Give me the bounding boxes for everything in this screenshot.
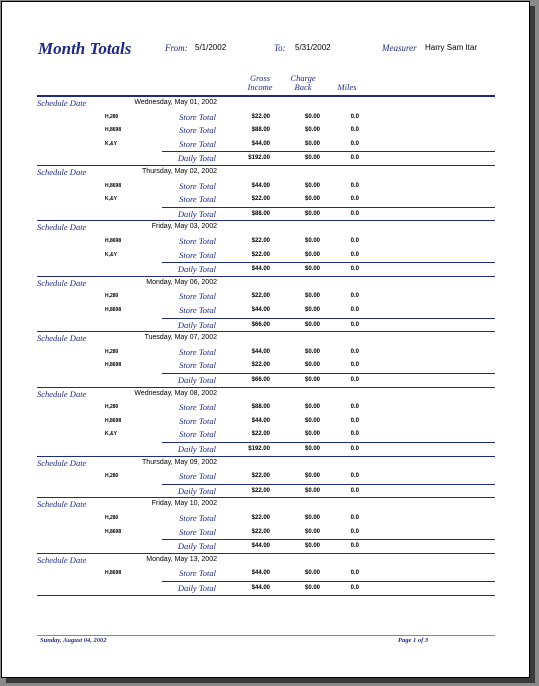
store-code: H,8698 [105, 127, 122, 134]
daily-gross-income: $44.00 [251, 266, 270, 273]
store-miles: 0.0 [350, 251, 359, 258]
daily-gross-income: $192.00 [248, 446, 270, 452]
column-header-miles: Miles [337, 82, 357, 92]
store-charge-back: $0.00 [304, 431, 320, 438]
store-miles: 0.0 [350, 127, 359, 134]
store-code: H,8698 [105, 182, 122, 189]
daily-charge-back: $0.00 [304, 446, 320, 452]
schedule-date-value: Monday, May 13, 2002 [146, 555, 217, 563]
store-total-label: Store Total [179, 305, 216, 315]
daily-miles: 0.0 [350, 155, 359, 162]
store-gross-income: $22.00 [251, 362, 270, 369]
store-code: H,280 [105, 113, 119, 120]
store-total-label: Store Total [179, 180, 216, 191]
daily-gross-income: $44.00 [251, 585, 270, 591]
store-total-label: Store Total [179, 194, 216, 205]
store-miles: 0.0 [350, 293, 359, 300]
daily-total-rule [162, 262, 495, 263]
report-page [1, 1, 530, 678]
day-separator-rule [37, 331, 495, 332]
column-header-gross-line1: Gross [250, 73, 270, 83]
daily-total-label: Daily Total [177, 319, 216, 330]
store-total-label: Store Total [179, 125, 216, 136]
store-total-label: Store Total [179, 111, 216, 122]
daily-charge-back: $0.00 [304, 321, 320, 328]
daily-total-rule [162, 373, 495, 374]
store-charge-back: $0.00 [304, 182, 320, 189]
store-total-label: Store Total [179, 415, 216, 426]
store-total-label: Store Total [179, 346, 216, 357]
store-charge-back: $0.00 [304, 570, 320, 577]
daily-charge-back: $0.00 [304, 155, 320, 162]
daily-charge-back: $0.00 [304, 543, 320, 550]
daily-charge-back: $0.00 [304, 585, 320, 591]
daily-total-label: Daily Total [177, 208, 216, 219]
store-code: K,&Y [105, 196, 117, 203]
column-header-charge-back [285, 74, 321, 92]
store-miles: 0.0 [350, 307, 359, 313]
store-code: H,280 [105, 293, 119, 300]
store-code: H,8698 [105, 238, 122, 244]
daily-charge-back: $0.00 [304, 266, 320, 273]
footer-rule [37, 635, 495, 636]
store-charge-back: $0.00 [304, 196, 320, 203]
daily-miles: 0.0 [350, 210, 359, 217]
store-code: K,&Y [105, 431, 117, 438]
store-code: H,280 [105, 348, 119, 355]
schedule-date-label: Schedule Date [37, 167, 87, 177]
store-miles: 0.0 [350, 113, 359, 120]
store-total-label: Store Total [179, 360, 216, 371]
column-header-gross-income [242, 74, 278, 92]
store-code: H,8698 [105, 417, 122, 424]
store-charge-back: $0.00 [304, 417, 320, 424]
schedule-date-label: Schedule Date [37, 554, 87, 565]
store-gross-income: $44.00 [251, 570, 270, 577]
store-total-label: Store Total [179, 471, 216, 482]
day-separator-rule [37, 553, 495, 554]
from-label: From: [165, 43, 188, 53]
daily-total-label: Daily Total [177, 375, 216, 385]
measurer-label: Measurer [382, 43, 417, 53]
store-total-label: Store Total [179, 402, 216, 413]
header-rule [37, 95, 495, 97]
store-total-label: Store Total [179, 249, 216, 260]
footer-date: Sunday, August 04, 2002 [40, 637, 107, 644]
daily-total-rule [162, 581, 495, 582]
store-gross-income: $44.00 [251, 307, 270, 313]
store-miles: 0.0 [350, 515, 359, 521]
daily-charge-back: $0.00 [304, 210, 320, 217]
schedule-date-label: Schedule Date [37, 388, 87, 399]
store-miles: 0.0 [350, 238, 359, 244]
daily-total-label: Daily Total [177, 485, 216, 496]
schedule-date-label: Schedule Date [37, 222, 87, 233]
store-charge-back: $0.00 [304, 238, 320, 244]
store-code: K,&Y [105, 140, 117, 147]
schedule-date-label: Schedule Date [37, 499, 87, 510]
store-gross-income: $22.00 [251, 196, 270, 203]
store-gross-income: $44.00 [251, 140, 270, 147]
schedule-date-label: Schedule Date [37, 277, 87, 288]
store-total-label: Store Total [179, 236, 216, 246]
daily-total-rule [162, 484, 495, 485]
daily-charge-back: $0.00 [304, 377, 320, 383]
store-miles: 0.0 [350, 404, 359, 411]
daily-miles: 0.0 [350, 266, 359, 273]
from-value: 5/1/2002 [195, 43, 227, 52]
to-label: To: [274, 43, 286, 53]
schedule-date-value: Tuesday, May 07, 2002 [144, 334, 217, 342]
schedule-date-label: Schedule Date [37, 98, 87, 108]
store-gross-income: $88.00 [251, 127, 270, 134]
daily-miles: 0.0 [350, 543, 359, 550]
store-gross-income: $22.00 [251, 293, 270, 300]
daily-total-rule [162, 318, 495, 319]
store-miles: 0.0 [350, 196, 359, 203]
store-charge-back: $0.00 [304, 140, 320, 147]
store-total-label: Store Total [179, 526, 216, 537]
day-separator-rule [37, 595, 495, 596]
schedule-date-value: Thursday, May 09, 2002 [142, 458, 217, 466]
day-separator-rule [37, 456, 495, 457]
store-gross-income: $22.00 [251, 528, 270, 535]
store-miles: 0.0 [350, 431, 359, 438]
day-separator-rule [37, 220, 495, 221]
schedule-date-value: Friday, May 10, 2002 [151, 500, 217, 508]
store-total-label: Store Total [179, 138, 216, 149]
store-miles: 0.0 [350, 182, 359, 189]
store-gross-income: $22.00 [251, 238, 270, 244]
day-separator-rule [37, 276, 495, 277]
schedule-date-label: Schedule Date [37, 457, 87, 468]
daily-total-rule [162, 207, 495, 208]
store-code: H,8698 [105, 528, 122, 535]
store-total-label: Store Total [179, 429, 216, 440]
store-code: H,8698 [105, 362, 122, 369]
store-charge-back: $0.00 [304, 528, 320, 535]
store-charge-back: $0.00 [304, 127, 320, 134]
day-separator-rule [37, 387, 495, 388]
store-code: H,280 [105, 473, 119, 480]
store-gross-income: $22.00 [251, 431, 270, 438]
schedule-date-label: Schedule Date [37, 333, 87, 344]
store-code: H,280 [105, 404, 119, 411]
store-gross-income: $22.00 [251, 113, 270, 120]
store-miles: 0.0 [350, 417, 359, 424]
store-charge-back: $0.00 [304, 515, 320, 521]
store-code: H,280 [105, 515, 119, 521]
column-header-charge-line1: Charge [290, 73, 316, 83]
store-miles: 0.0 [350, 528, 359, 535]
schedule-date-value: Monday, May 06, 2002 [146, 278, 217, 286]
store-gross-income: $22.00 [251, 251, 270, 258]
daily-total-rule [162, 442, 495, 443]
store-total-label: Store Total [179, 568, 216, 579]
store-gross-income: $22.00 [251, 473, 270, 480]
daily-total-rule [162, 539, 495, 540]
daily-gross-income: $44.00 [251, 543, 270, 550]
store-charge-back: $0.00 [304, 404, 320, 411]
column-header-gross-line2: Income [247, 82, 273, 92]
store-miles: 0.0 [350, 362, 359, 369]
store-miles: 0.0 [350, 348, 359, 355]
daily-total-label: Daily Total [177, 264, 216, 275]
daily-miles: 0.0 [350, 446, 359, 452]
store-total-label: Store Total [179, 513, 216, 523]
measurer-value: Harry Sam Itar [425, 43, 478, 52]
day-separator-rule [37, 497, 495, 498]
daily-miles: 0.0 [350, 487, 359, 494]
schedule-date-value: Wednesday, May 08, 2002 [134, 389, 217, 397]
store-gross-income: $88.00 [251, 404, 270, 411]
store-charge-back: $0.00 [304, 113, 320, 120]
schedule-date-value: Friday, May 03, 2002 [151, 223, 217, 231]
report-title: Month Totals [38, 39, 132, 58]
store-charge-back: $0.00 [304, 473, 320, 480]
daily-total-label: Daily Total [177, 541, 216, 552]
store-total-label: Store Total [179, 291, 216, 302]
daily-gross-income: $192.00 [248, 155, 270, 162]
store-charge-back: $0.00 [304, 293, 320, 300]
store-gross-income: $22.00 [251, 515, 270, 521]
footer-page-number: Page 1 of 3 [398, 637, 429, 644]
daily-charge-back: $0.00 [304, 487, 320, 494]
store-miles: 0.0 [350, 473, 359, 480]
daily-total-label: Daily Total [177, 153, 216, 164]
daily-miles: 0.0 [350, 321, 359, 328]
to-value: 5/31/2002 [295, 43, 331, 52]
column-header-charge-line2: Back [294, 82, 312, 92]
store-gross-income: $44.00 [251, 182, 270, 189]
day-separator-rule [37, 165, 495, 166]
schedule-date-value: Thursday, May 02, 2002 [142, 168, 217, 175]
daily-miles: 0.0 [350, 377, 359, 383]
daily-gross-income: $66.00 [251, 377, 270, 383]
store-charge-back: $0.00 [304, 307, 320, 313]
daily-total-label: Daily Total [177, 444, 216, 454]
daily-total-rule [162, 151, 495, 152]
store-miles: 0.0 [350, 570, 359, 577]
daily-gross-income: $66.00 [251, 321, 270, 328]
store-miles: 0.0 [350, 140, 359, 147]
daily-total-label: Daily Total [177, 583, 216, 593]
schedule-date-value: Wednesday, May 01, 2002 [134, 99, 217, 106]
store-code: K,&Y [105, 251, 117, 258]
store-charge-back: $0.00 [304, 362, 320, 369]
store-gross-income: $44.00 [251, 417, 270, 424]
daily-gross-income: $22.00 [251, 487, 270, 494]
store-code: H,8698 [105, 570, 122, 577]
store-gross-income: $44.00 [251, 348, 270, 355]
daily-gross-income: $88.00 [251, 210, 270, 217]
store-code: H,8698 [105, 307, 122, 313]
store-charge-back: $0.00 [304, 251, 320, 258]
store-charge-back: $0.00 [304, 348, 320, 355]
daily-miles: 0.0 [350, 585, 359, 591]
